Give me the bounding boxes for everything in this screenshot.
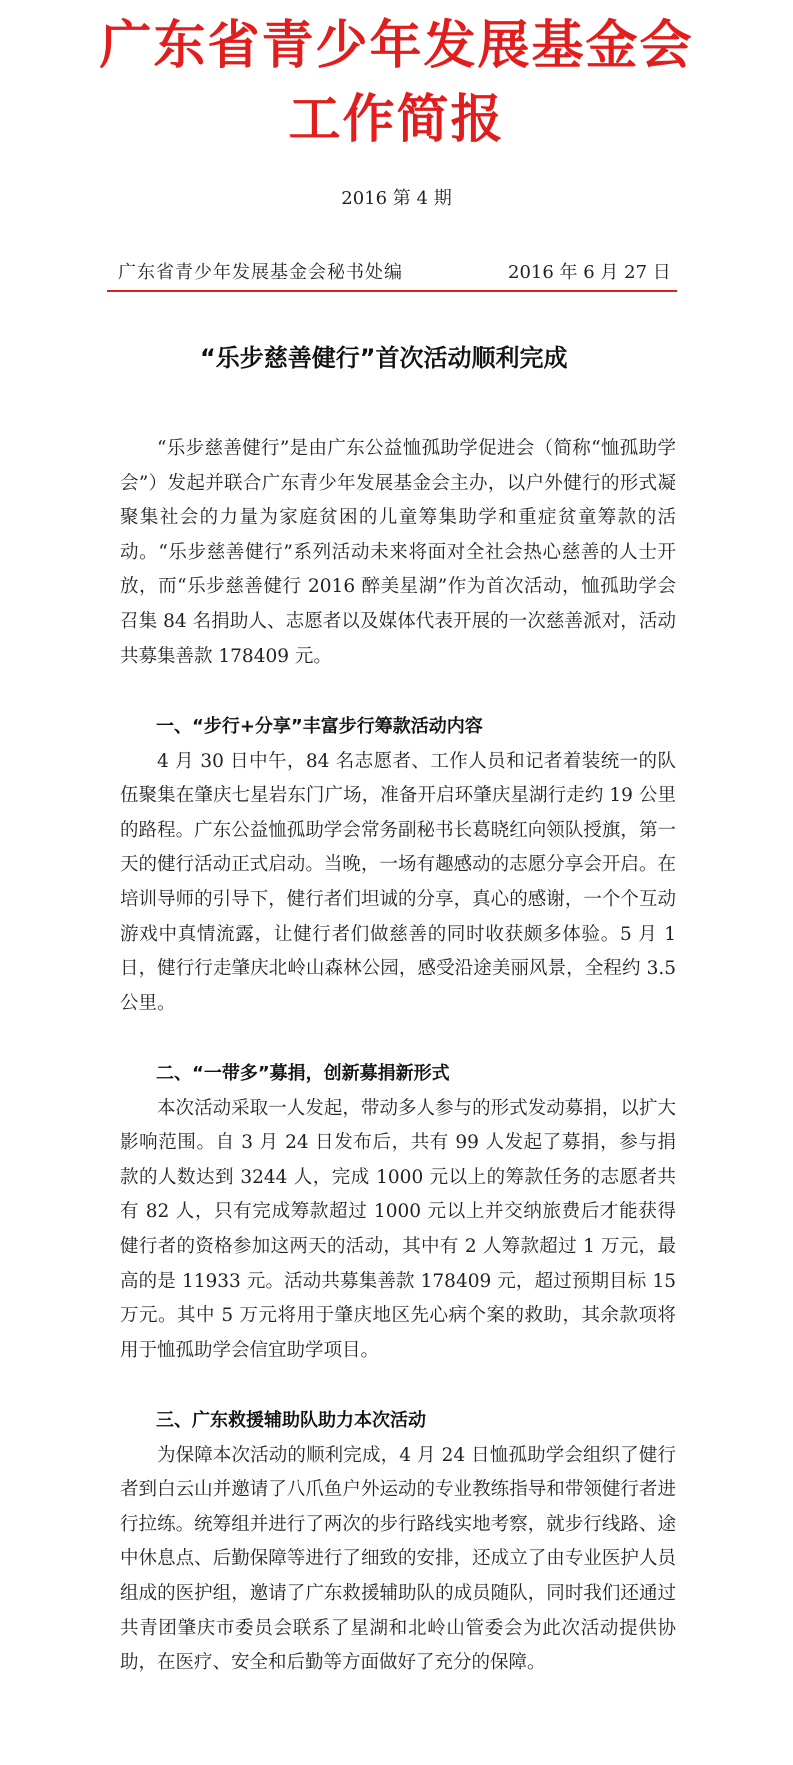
masthead-title: 工作简报 (288, 89, 505, 150)
section-3 (120, 1404, 676, 1681)
red-divider (107, 290, 677, 292)
section-3-paragraph: 为保障本次活动的顺利完成，4 月 24 日恤孤助学会组织了健行者到白云山并邀请了八爪鱼户外运动的专业教练指导和带领健行者进行拉练。统筹组并进行了两次的步行路线实地考察，就步行线路、途中休息点、后勤保障等进行了细致的安排，还成立了由专业医护人员组成的医护组，邀请了广东救援辅助队的成员随队，同时我们还通过共青团肇庆市委员会联系了星湖和北岭山管委会为此次活动提供协助，在医疗、安全和后勤等方面做好了充分的保障。 (120, 1444, 676, 1674)
section-2 (120, 1057, 676, 1368)
section-1-paragraph: 4 月 30 日中午，84 名志愿者、工作人员和记者着装统一的队伍聚集在肇庆七星岩东门广场，准备开启环肇庆星湖行走约 19 公里的路程。广东公益恤孤助学会常务副秘书长葛晓红向领队授旗，第一天的健行活动正式启动。当晚，一场有趣感动的志愿分享会开启。在培训导师的引导下，健行者们坦诚的分享，真心的感谢，一个个互动游戏中真情流露，让健行者们做慈善的同时收获颇多体验。5 月 1 日，健行行走肇庆北岭山森林公园，感受沿途美丽风景，全程约 3.5 公里。 (120, 750, 676, 1014)
section-3-heading: 三、广东救援辅助队助力本次活动 (156, 1410, 426, 1431)
intro-paragraph: “乐步慈善健行”是由广东公益恤孤助学促进会（简称“恤孤助学会”）发起并联合广东青少年发展基金会主办，以户外健行的形式凝聚集社会的力量为家庭贫困的儿童筹集助学和重症贫童筹款的活动。“乐步慈善健行”系列活动未来将面对全社会热心慈善的人士开放，而“乐步慈善健行 2016 醉美星湖”作为首次活动，恤孤助学会召集 84 名捐助人、志愿者以及媒体代表开展的一次慈善派对，活动共募集善款 178409 元。 (120, 438, 676, 667)
publication-date: 2016 年 6 月 27 日 (508, 262, 671, 283)
editor-line: 广东省青少年发展基金会秘书处编 (118, 262, 403, 283)
issue-number: 2016 第 4 期 (341, 188, 452, 209)
section-1-heading: 一、“步行+分享”丰富步行筹款活动内容 (156, 716, 483, 737)
article-intro (120, 432, 676, 674)
article-title: “乐步慈善健行”首次活动顺利完成 (200, 344, 568, 372)
section-1 (120, 710, 676, 1021)
masthead-organization: 广东省青少年发展基金会 (99, 15, 694, 76)
section-2-paragraph: 本次活动采取一人发起，带动多人参与的形式发动募捐，以扩大影响范围。自 3 月 24 日发布后，共有 99 人发起了募捐，参与捐款的人数达到 3244 人，完成 1000 元以上的筹款任务的志愿者共有 82 人，只有完成筹款超过 1000 元以上并交纳旅费后才能获得健行者的资格参加这两天的活动，其中有 2 人筹款超过 1 万元，最高的是 11933 元。活动共募集善款 178409 元，超过预期目标 15 万元。其中 5 万元将用于肇庆地区先心病个案的救助，其余款项将用于恤孤助学会信宜助学项目。 (120, 1097, 676, 1361)
section-2-heading: 二、“一带多”募捐，创新募捐新形式 (156, 1063, 450, 1084)
